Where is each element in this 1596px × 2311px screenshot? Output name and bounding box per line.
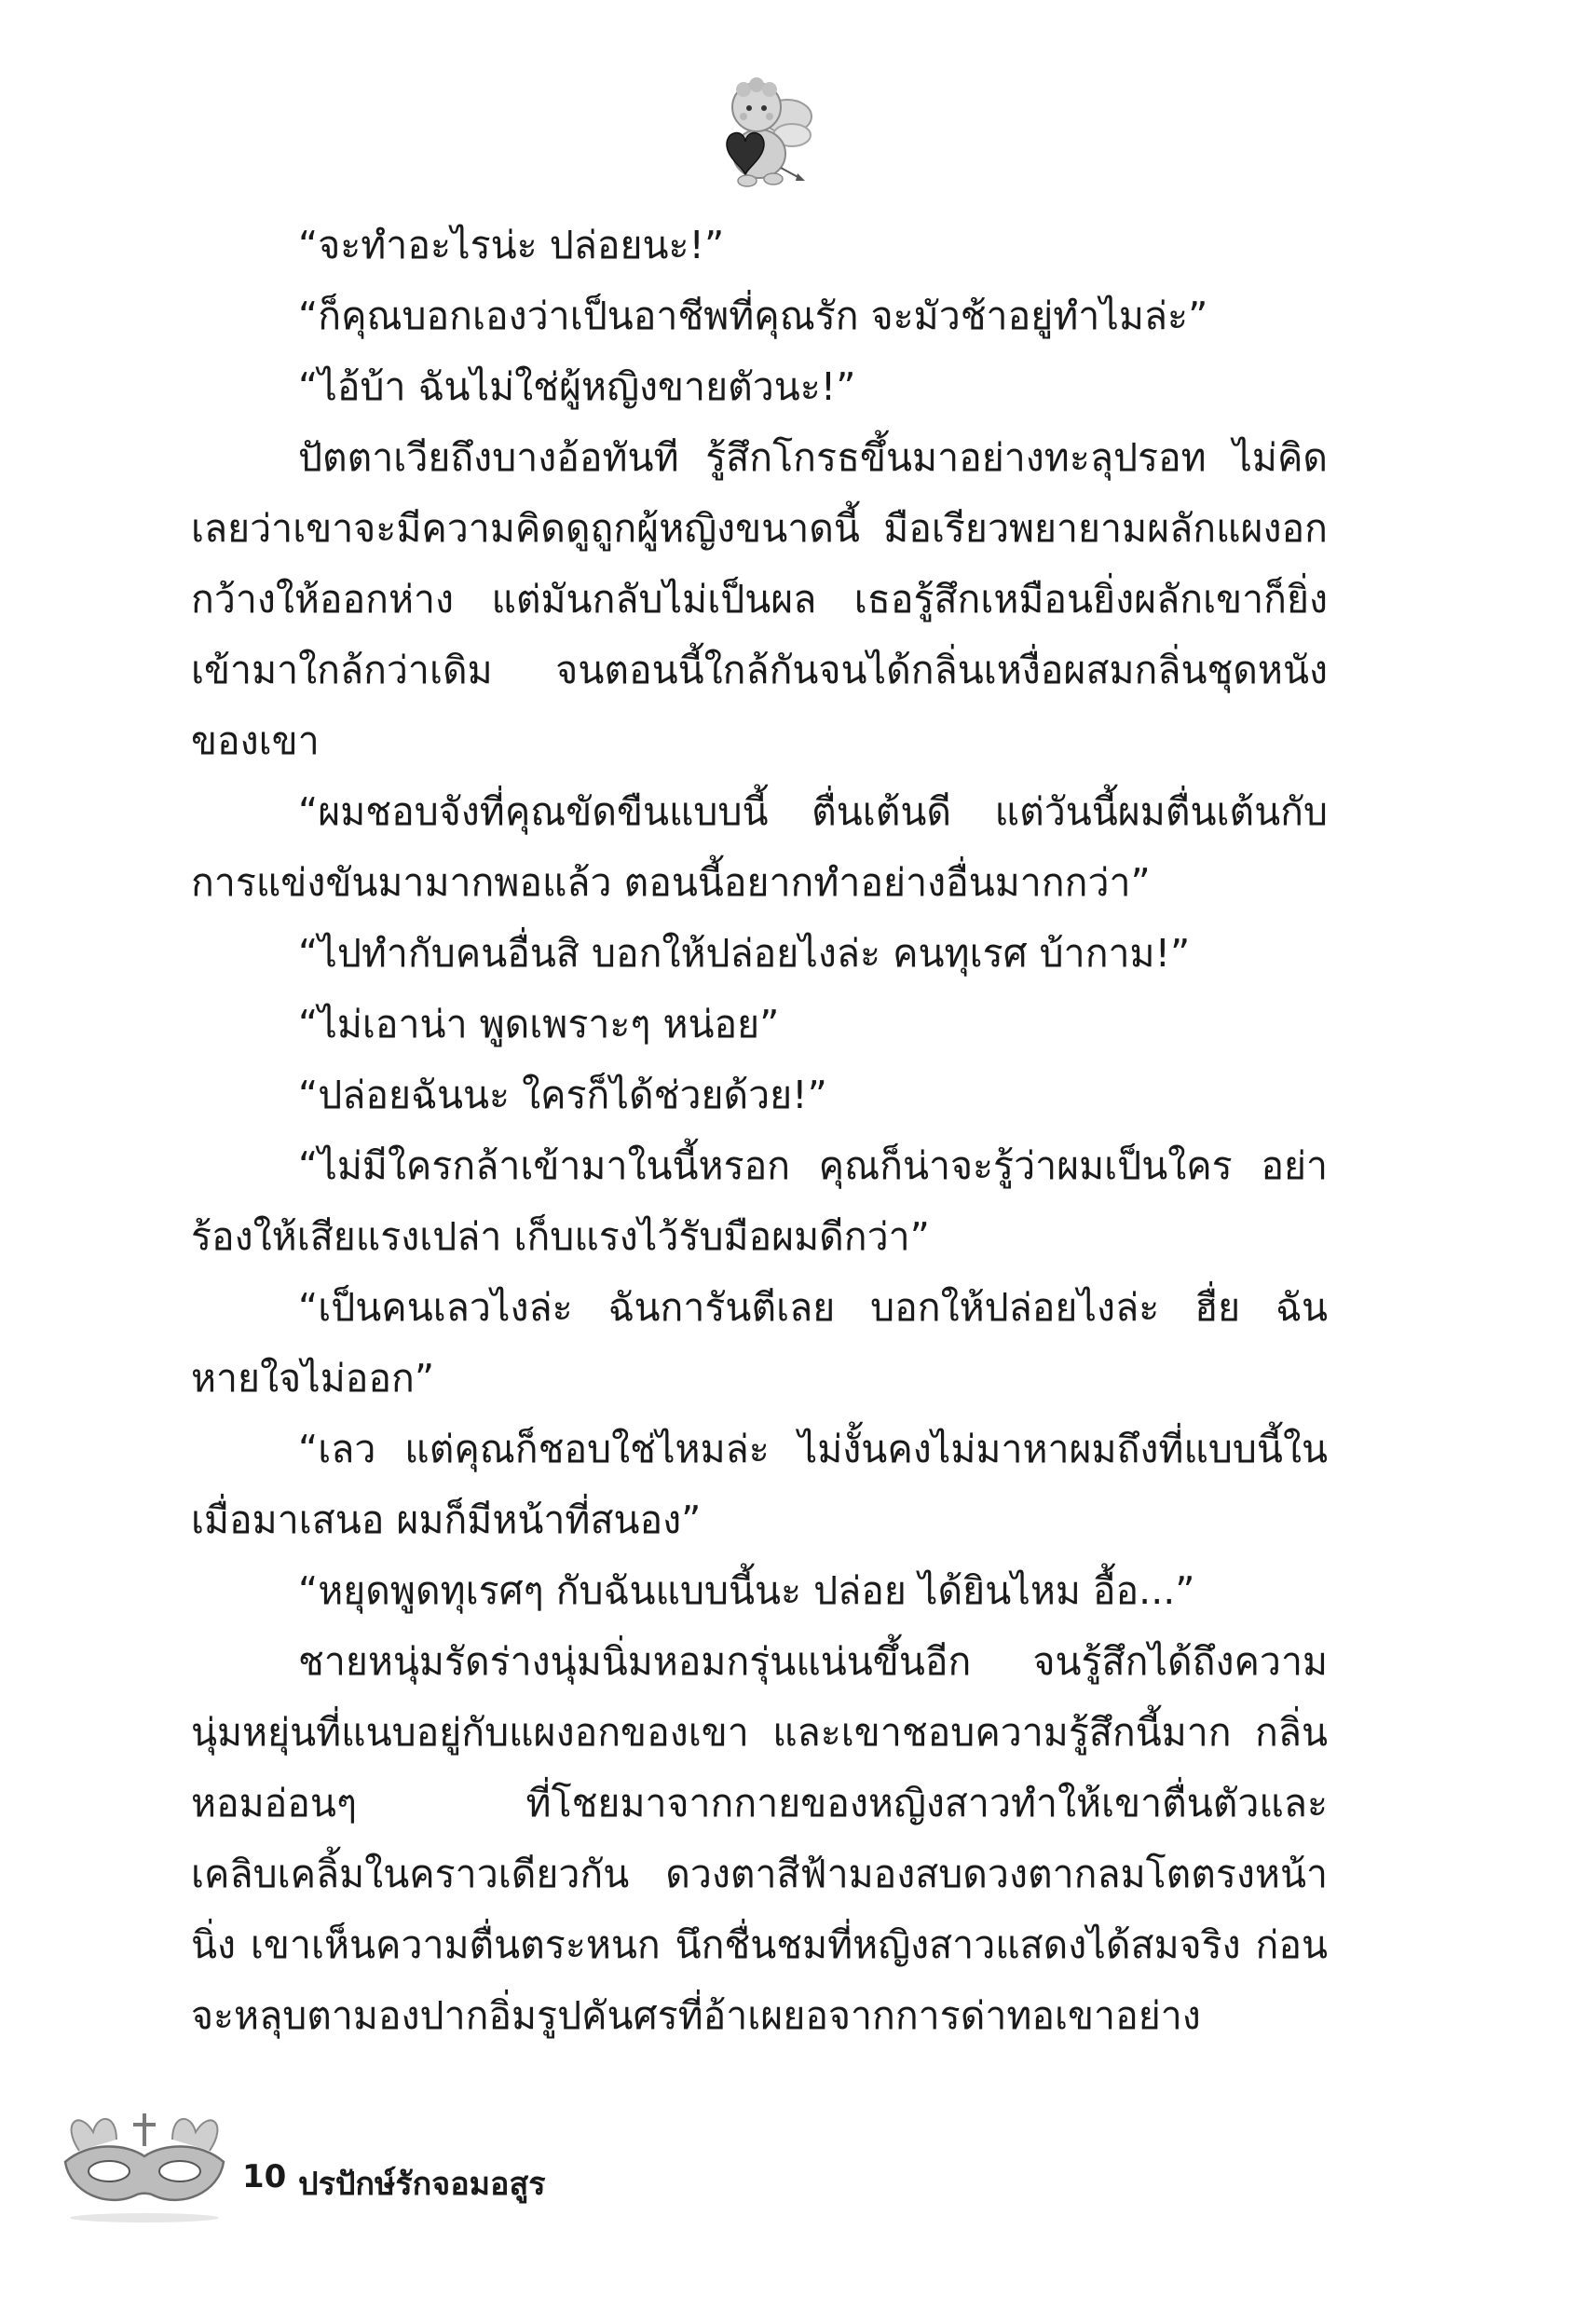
- paragraph: “ไม่มีใครกล้าเข้ามาในนี้หรอก คุณก็น่าจะรู้ว่าผมเป็นใคร อย่าร้องให้เสียแรงเปล่า เก็บแรงไว้รับมือผมดีกว่า”: [191, 1143, 1328, 1259]
- paragraph: ชายหนุ่มรัดร่างนุ่มนิ่มหอมกรุ่นแน่นขึ้นอีก จนรู้สึกได้ถึงความนุ่มหยุ่นที่แนบอยู่กับแผงอกของเขา และเขาชอบความรู้สึกนี้มาก กลิ่นหอมอ่อนๆ ที่โชยมาจากกายของหญิงสาวทำให้เขาตื่นตัวและเคลิบเคลิ้มในคราวเดียวกัน ดวงตาสีฟ้ามองสบดวงตากลมโตตรงหน้านิ่ง เขาเห็นความตื่นตระหนก นึกชื่นชมที่หญิงสาวแสดงได้สมจริง ก่อนจะหลุบตามองปากอิ่มรูปคันศรที่อ้าเผยอจากการด่าทอเขาอย่าง: [191, 1639, 1328, 2038]
- paragraph: “เป็นคนเลวไงล่ะ ฉันการันตีเลย บอกให้ปล่อยไงล่ะ ฮื่ย ฉันหายใจไม่ออก”: [191, 1285, 1328, 1401]
- paragraph: “ไปทำกับคนอื่นสิ บอกให้ปล่อยไงล่ะ คนทุเรศ บ้ากาม!”: [298, 931, 1191, 976]
- masquerade-mask-icon: [51, 2104, 238, 2225]
- paragraph: “ผมชอบจังที่คุณขัดขืนแบบนี้ ตื่นเต้นดี แต่วันนี้ผมตื่นเต้นกับการแข่งขันมามากพอแล้ว ตอนนี้อยากทำอย่างอื่นมากกว่า”: [191, 789, 1328, 905]
- cupid-heart-icon: [689, 65, 820, 196]
- paragraph: “ไอ้บ้า ฉันไม่ใช่ผู้หญิงขายตัวนะ!”: [298, 364, 856, 409]
- paragraph: “เลว แต่คุณก็ชอบใช่ไหมล่ะ ไม่งั้นคงไม่มาหาผมถึงที่แบบนี้ในเมื่อมาเสนอ ผมก็มีหน้าที่สนอง”: [191, 1427, 1328, 1542]
- paragraph: “ก็คุณบอกเองว่าเป็นอาชีพที่คุณรัก จะมัวช้าอยู่ทำไมล่ะ”: [298, 294, 1208, 338]
- body-text: [191, 210, 1328, 2051]
- paragraph: “ปล่อยฉันนะ ใครก็ได้ช่วยด้วย!”: [298, 1073, 827, 1117]
- page-footer: [51, 2104, 703, 2225]
- paragraph: ปัตตาเวียถึงบางอ้อทันที รู้สึกโกรธขึ้นมาอย่างทะลุปรอท ไม่คิดเลยว่าเขาจะมีความคิดดูถูกผู้หญิงขนาดนี้ มือเรียวพยายามผลักแผงอกกว้างให้ออกห่าง แต่มันกลับไม่เป็นผล เธอรู้สึกเหมือนยิ่งผลักเขาก็ยิ่งเข้ามาใกล้กว่าเดิม จนตอนนี้ใกล้กันจนได้กลิ่นเหงื่อผสมกลิ่นชุดหนังของเขา: [191, 435, 1328, 763]
- book-title: ปรปักษ์รักจอมอสูร: [298, 2166, 546, 2203]
- page-number: 10: [242, 2158, 287, 2195]
- paragraph: “หยุดพูดทุเรศๆ กับฉันแบบนี้นะ ปล่อย ได้ยินไหม อื้อ...”: [298, 1568, 1195, 1613]
- paragraph: “ไม่เอาน่า พูดเพราะๆ หน่อย”: [298, 1002, 780, 1046]
- paragraph: “จะทำอะไรน่ะ ปล่อยนะ!”: [298, 223, 725, 267]
